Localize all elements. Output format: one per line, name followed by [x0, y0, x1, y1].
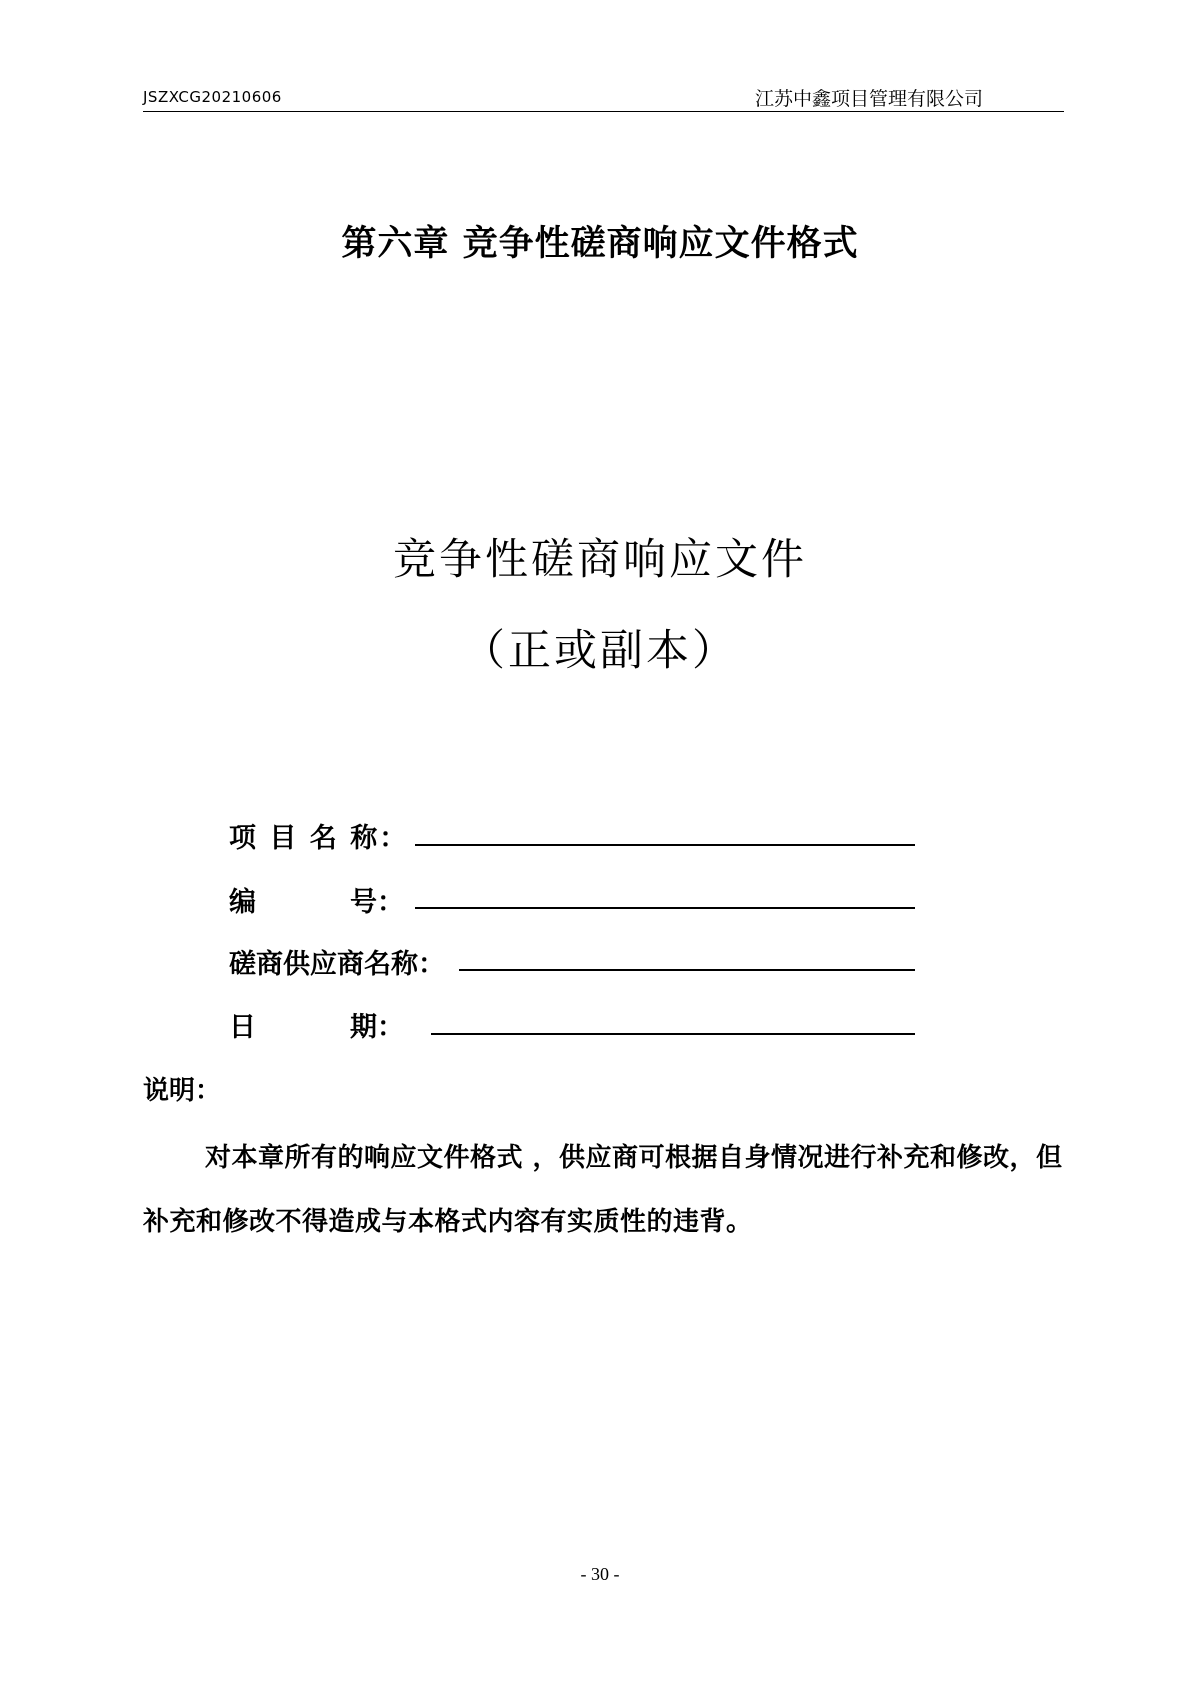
header-rule [143, 111, 1064, 112]
field-label-date: 日 期： [229, 1012, 404, 1043]
field-label-supplier-name: 磋商供应商名称： [229, 949, 445, 980]
header-doc-code: JSZXCG20210606 [143, 88, 282, 106]
field-line-number[interactable] [415, 907, 915, 909]
field-line-project-name[interactable] [415, 844, 915, 846]
document-subtitle: （正或副本） [462, 626, 738, 676]
field-label-number: 编 号： [229, 887, 404, 918]
field-line-date[interactable] [431, 1033, 915, 1035]
header-company-name: 江苏中鑫项目管理有限公司 [754, 88, 983, 110]
document-title: 竞争性磋商响应文件 [393, 535, 807, 585]
page-number: - 30 - [580, 1564, 620, 1584]
field-label-project-name: 项 目 名 称： [229, 823, 409, 854]
field-line-supplier-name[interactable] [459, 969, 915, 971]
note-label: 说明： [143, 1076, 222, 1106]
chapter-title: 第六章 竞争性磋商响应文件格式 [341, 223, 859, 264]
note-body: 对本章所有的响应文件格式 ，供应商可根据自身情况进行补充和修改，但补充和修改不得造成与本格式内容有实质性的违背。 [143, 1143, 1063, 1237]
